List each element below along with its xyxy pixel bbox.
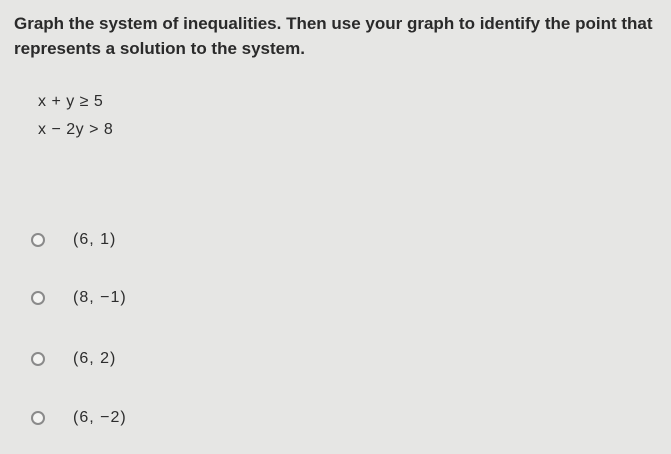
- answer-option-2[interactable]: [31, 286, 127, 310]
- answer-option-label: (8, −1): [73, 289, 127, 306]
- radio-button[interactable]: [31, 352, 45, 366]
- radio-button[interactable]: [31, 291, 45, 305]
- answer-option-4[interactable]: [31, 406, 127, 430]
- question-text: Graph the system of inequalities. Then use your graph to identify the point that represents a solution to the system.: [14, 14, 653, 58]
- radio-button[interactable]: [31, 411, 45, 425]
- answer-option-label: (6, −2): [73, 409, 127, 426]
- answer-option-1[interactable]: [31, 228, 116, 252]
- answer-option-label: (6, 1): [73, 231, 117, 248]
- answer-option-3[interactable]: [31, 347, 116, 371]
- answer-option-label: (6, 2): [73, 350, 117, 367]
- inequality-1: x + y ≥ 5: [38, 93, 104, 110]
- inequality-2: x − 2y > 8: [38, 121, 114, 138]
- radio-button[interactable]: [31, 233, 45, 247]
